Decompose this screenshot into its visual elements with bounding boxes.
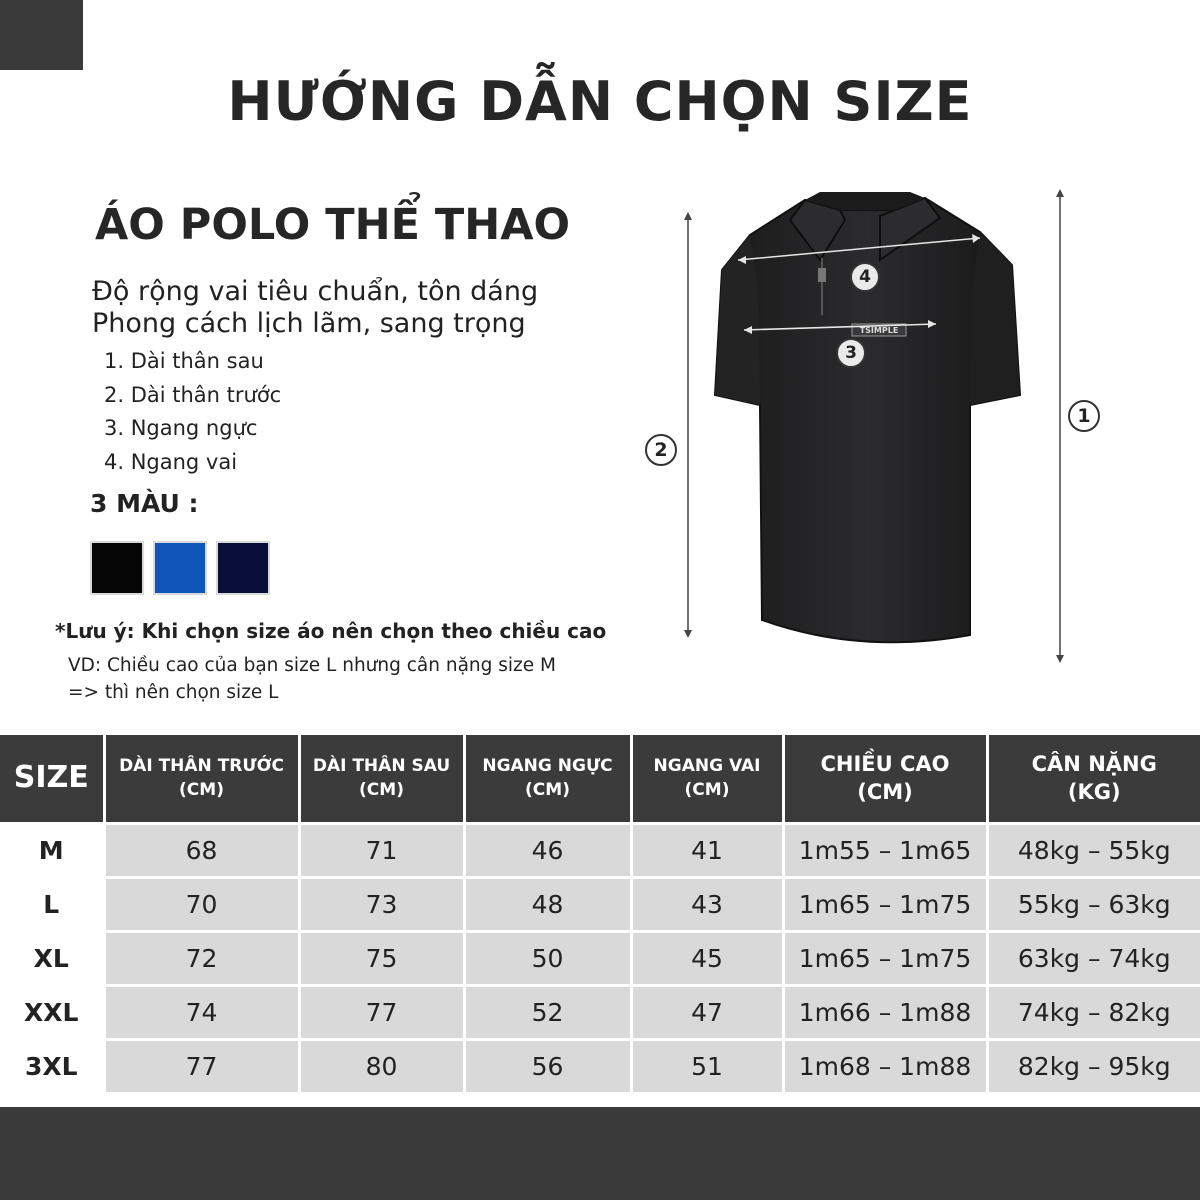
table-row [0, 823, 1200, 877]
size-cell: L [0, 877, 104, 931]
table-cell: 50 [464, 931, 631, 985]
size-cell: XL [0, 931, 104, 985]
product-tagline [92, 276, 538, 340]
table-cell: 74kg – 82kg [987, 985, 1200, 1039]
table-cell: 48 [464, 877, 631, 931]
page-title: HƯỚNG DẪN CHỌN SIZE [227, 70, 973, 133]
table-cell: 70 [104, 877, 299, 931]
color-swatch-black[interactable] [90, 541, 144, 595]
table-cell: 77 [104, 1039, 299, 1093]
table-cell: 52 [464, 985, 631, 1039]
table-cell: 1m55 – 1m65 [783, 823, 987, 877]
brand-label: TSIMPLE [859, 326, 899, 335]
table-cell: 1m66 – 1m88 [783, 985, 987, 1039]
table-cell: 74 [104, 985, 299, 1039]
table-row [0, 877, 1200, 931]
column-header-size: SIZE [0, 735, 104, 823]
size-cell: M [0, 823, 104, 877]
badge-chest: 3 [836, 338, 866, 368]
column-header-back-length: DÀI THÂN SAU (CM) [299, 735, 464, 823]
tagline-line: Độ rộng vai tiêu chuẩn, tôn dáng [92, 276, 539, 307]
table-cell: 77 [299, 985, 464, 1039]
measurement-item: 2. Dài thân trước [104, 382, 282, 407]
size-cell: XXL [0, 985, 104, 1039]
table-cell: 75 [299, 931, 464, 985]
footer-bar [0, 1107, 1200, 1200]
table-cell: 56 [464, 1039, 631, 1093]
corner-decoration [0, 0, 83, 70]
shirt-illustration [640, 180, 1110, 670]
table-cell: 47 [631, 985, 783, 1039]
colors-label: 3 MÀU : [90, 489, 199, 518]
measurement-list [104, 347, 281, 481]
table-cell: 1m68 – 1m88 [783, 1039, 987, 1093]
color-swatches [90, 541, 270, 595]
table-cell: 1m65 – 1m75 [783, 931, 987, 985]
table-cell: 71 [299, 823, 464, 877]
table-cell: 51 [631, 1039, 783, 1093]
column-header-height: CHIỀU CAO (CM) [783, 735, 987, 823]
product-title: ÁO POLO THỂ THAO [95, 200, 571, 250]
column-header-shoulder: NGANG VAI (CM) [631, 735, 783, 823]
table-cell: 55kg – 63kg [987, 877, 1200, 931]
table-cell: 48kg – 55kg [987, 823, 1200, 877]
size-table [0, 735, 1200, 1095]
table-cell: 72 [104, 931, 299, 985]
example-line: VD: Chiều cao của bạn size L nhưng cân nặng size M [68, 655, 556, 676]
table-cell: 73 [299, 877, 464, 931]
table-cell: 43 [631, 877, 783, 931]
table-cell: 82kg – 95kg [987, 1039, 1200, 1093]
table-cell: 68 [104, 823, 299, 877]
table-cell: 1m65 – 1m75 [783, 877, 987, 931]
badge-front-length: 2 [645, 434, 677, 466]
measurement-item: 4. Ngang vai [104, 449, 238, 474]
color-swatch-blue[interactable] [153, 541, 207, 595]
size-cell: 3XL [0, 1039, 104, 1093]
table-cell: 63kg – 74kg [987, 931, 1200, 985]
measurement-item: 1. Dài thân sau [104, 349, 264, 373]
table-row [0, 985, 1200, 1039]
table-header-row [0, 735, 1200, 823]
table-row [0, 1039, 1200, 1093]
table-cell: 41 [631, 823, 783, 877]
table-cell: 46 [464, 823, 631, 877]
column-header-weight: CÂN NẶNG (KG) [987, 735, 1200, 823]
tagline-line: Phong cách lịch lãm, sang trọng [92, 308, 526, 339]
table-cell: 45 [631, 931, 783, 985]
badge-back-length: 1 [1068, 400, 1100, 432]
size-note: *Lưu ý: Khi chọn size áo nên chọn theo chiều cao [55, 619, 607, 643]
badge-shoulder: 4 [850, 262, 880, 292]
example-line: => thì nên chọn size L [68, 682, 279, 703]
column-header-chest: NGANG NGỰC (CM) [464, 735, 631, 823]
table-cell: 80 [299, 1039, 464, 1093]
column-header-front-length: DÀI THÂN TRƯỚC (CM) [104, 735, 299, 823]
shirt-diagram [640, 180, 1110, 670]
table-row [0, 931, 1200, 985]
color-swatch-navy[interactable] [216, 541, 270, 595]
size-example [68, 652, 556, 706]
measurement-item: 3. Ngang ngực [104, 416, 258, 440]
